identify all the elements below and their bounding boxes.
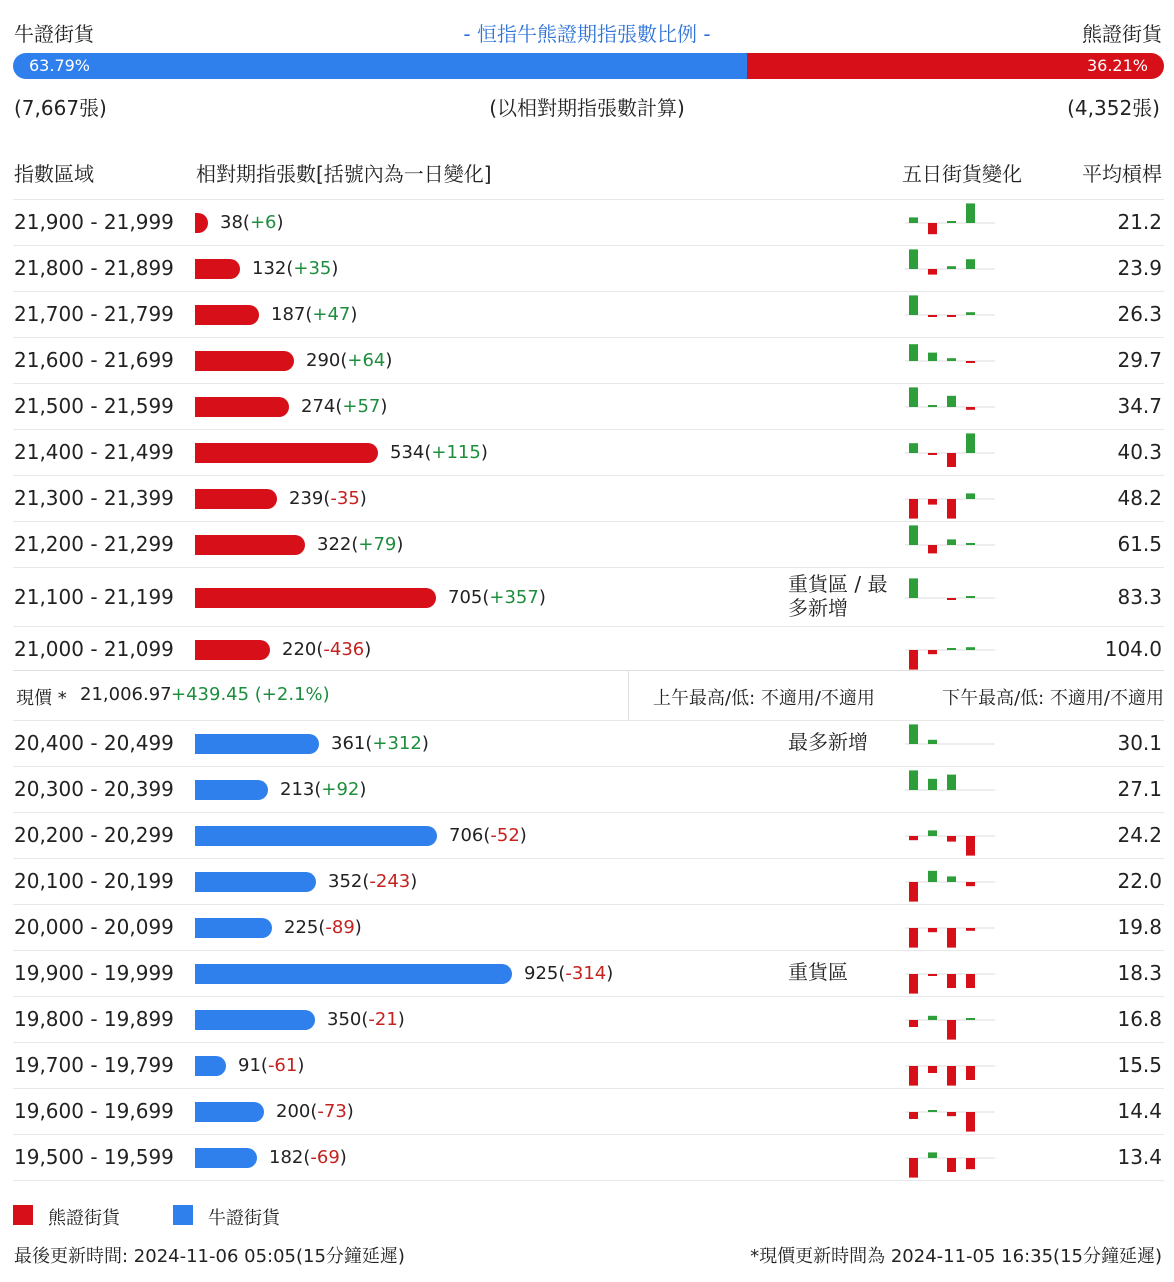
bull-contracts-bar bbox=[195, 1056, 226, 1076]
contracts-value: 925(-314) bbox=[524, 963, 614, 984]
average-leverage: 26.3 bbox=[1117, 302, 1162, 326]
table-row bbox=[13, 950, 1164, 997]
contracts-change: -89 bbox=[325, 917, 355, 938]
table-row bbox=[13, 475, 1164, 522]
sparkline-bar bbox=[909, 525, 918, 545]
five-day-sparkline bbox=[905, 479, 995, 519]
bear-contracts-bar bbox=[195, 305, 259, 325]
bull-contracts-bar bbox=[195, 780, 268, 800]
sparkline-bar bbox=[928, 1016, 937, 1020]
five-day-sparkline bbox=[905, 203, 995, 243]
sparkline-bar bbox=[909, 1066, 918, 1086]
contracts-value: 352(-243) bbox=[328, 871, 418, 892]
sparkline-bar bbox=[947, 315, 956, 317]
contracts-count: 705 bbox=[448, 587, 483, 608]
average-leverage: 22.0 bbox=[1117, 869, 1162, 893]
index-range: 21,100 - 21,199 bbox=[14, 585, 174, 609]
sparkline-bar bbox=[947, 221, 956, 223]
index-range: 20,000 - 20,099 bbox=[14, 915, 174, 939]
index-range: 19,700 - 19,799 bbox=[14, 1053, 174, 1077]
zone-note: 重貨區 bbox=[788, 960, 848, 984]
sparkline-bar bbox=[966, 259, 975, 269]
bull-count: (7,667張) bbox=[14, 96, 107, 120]
contracts-count: 352 bbox=[328, 871, 363, 892]
sparkline-bar bbox=[947, 266, 956, 269]
sparkline-bar bbox=[928, 223, 937, 234]
average-leverage: 14.4 bbox=[1117, 1099, 1162, 1123]
table-row bbox=[13, 567, 1164, 627]
contracts-count: 706 bbox=[449, 825, 484, 846]
index-range: 21,500 - 21,599 bbox=[14, 394, 174, 418]
contracts-value: 220(-436) bbox=[282, 639, 372, 660]
average-leverage: 27.1 bbox=[1117, 777, 1162, 801]
table-row bbox=[13, 626, 1164, 672]
five-day-sparkline bbox=[905, 630, 995, 670]
contracts-value: 182(-69) bbox=[269, 1147, 347, 1168]
index-range: 19,900 - 19,999 bbox=[14, 961, 174, 985]
sparkline-bar bbox=[909, 770, 918, 790]
sparkline-bar bbox=[947, 1158, 956, 1172]
contracts-count: 200 bbox=[276, 1101, 311, 1122]
last-updated: 最後更新時間: 2024-11-06 05:05(15分鐘延遲) bbox=[14, 1246, 405, 1267]
sparkline-bar bbox=[947, 974, 956, 988]
sparkline-bar bbox=[909, 578, 918, 598]
table-row bbox=[13, 245, 1164, 292]
contracts-change: +115 bbox=[431, 442, 481, 463]
sparkline-bar bbox=[966, 1112, 975, 1132]
index-range: 21,300 - 21,399 bbox=[14, 486, 174, 510]
contracts-change: -243 bbox=[369, 871, 411, 892]
contracts-count: 182 bbox=[269, 1147, 304, 1168]
contracts-value: 38(+6) bbox=[220, 212, 284, 233]
sparkline-bar bbox=[966, 1066, 975, 1080]
contracts-value: 705(+357) bbox=[448, 587, 546, 608]
average-leverage: 48.2 bbox=[1117, 486, 1162, 510]
average-leverage: 15.5 bbox=[1117, 1053, 1162, 1077]
five-day-sparkline bbox=[905, 387, 995, 427]
contracts-count: 91 bbox=[238, 1055, 261, 1076]
five-day-sparkline bbox=[905, 1046, 995, 1086]
bull-header-label: 牛證街貨 bbox=[14, 22, 94, 46]
table-row bbox=[13, 291, 1164, 338]
sparkline-bar bbox=[909, 974, 918, 994]
index-range: 21,200 - 21,299 bbox=[14, 532, 174, 556]
sparkline-bar bbox=[909, 836, 918, 840]
sparkline-bar bbox=[928, 1152, 937, 1158]
sparkline-bar bbox=[909, 387, 918, 407]
contracts-change: -436 bbox=[323, 639, 365, 660]
five-day-sparkline bbox=[905, 770, 995, 810]
average-leverage: 18.3 bbox=[1117, 961, 1162, 985]
five-day-sparkline bbox=[905, 816, 995, 856]
average-leverage: 40.3 bbox=[1117, 440, 1162, 464]
average-leverage: 104.0 bbox=[1104, 637, 1162, 661]
price-change: +439.45 (+2.1%) bbox=[171, 684, 330, 705]
column-header-five-day: 五日街貨變化 bbox=[902, 162, 1022, 186]
sparkline-bar bbox=[966, 836, 975, 856]
page-title: - 恒指牛熊證期指張數比例 - bbox=[463, 22, 711, 46]
contracts-change: -52 bbox=[490, 825, 520, 846]
table-row bbox=[13, 1134, 1164, 1181]
contracts-change: +57 bbox=[342, 396, 381, 417]
bear-count: (4,352張) bbox=[1067, 96, 1160, 120]
five-day-sparkline bbox=[905, 862, 995, 902]
sparkline-bar bbox=[966, 928, 975, 931]
bull-contracts-bar bbox=[195, 734, 319, 754]
bull-bear-ratio-bar bbox=[13, 53, 1164, 79]
average-leverage: 30.1 bbox=[1117, 731, 1162, 755]
sparkline-bar bbox=[966, 596, 975, 598]
price-divider bbox=[628, 671, 629, 721]
contracts-count: 534 bbox=[390, 442, 425, 463]
column-header-range: 指數區域 bbox=[14, 162, 94, 186]
table-row bbox=[13, 904, 1164, 951]
index-range: 21,700 - 21,799 bbox=[14, 302, 174, 326]
sparkline-bar bbox=[947, 598, 956, 600]
contracts-value: 132(+35) bbox=[252, 258, 339, 279]
index-range: 19,600 - 19,699 bbox=[14, 1099, 174, 1123]
contracts-change: -314 bbox=[565, 963, 607, 984]
contracts-change: +312 bbox=[372, 733, 422, 754]
bull-contracts-bar bbox=[195, 872, 316, 892]
sparkline-bar bbox=[928, 871, 937, 882]
sparkline-bar bbox=[966, 203, 975, 223]
table-row bbox=[13, 383, 1164, 430]
contracts-value: 225(-89) bbox=[284, 917, 362, 938]
index-range: 21,600 - 21,699 bbox=[14, 348, 174, 372]
sparkline-bar bbox=[928, 405, 937, 407]
average-leverage: 29.7 bbox=[1117, 348, 1162, 372]
bull-ratio-segment: 63.79% bbox=[13, 53, 747, 79]
sparkline-bar bbox=[966, 1158, 975, 1169]
sparkline-bar bbox=[909, 650, 918, 670]
contracts-count: 350 bbox=[327, 1009, 362, 1030]
price-updated: *現價更新時間為 2024-11-05 16:35(15分鐘延遲) bbox=[750, 1246, 1162, 1267]
sparkline-bar bbox=[966, 407, 975, 410]
sparkline-bar bbox=[909, 499, 918, 519]
average-leverage: 34.7 bbox=[1117, 394, 1162, 418]
contracts-value: 213(+92) bbox=[280, 779, 367, 800]
sparkline-bar bbox=[947, 499, 956, 519]
contracts-change: -35 bbox=[330, 488, 360, 509]
sparkline-bar bbox=[909, 344, 918, 361]
sparkline-bar bbox=[928, 1110, 937, 1112]
five-day-sparkline bbox=[905, 578, 995, 618]
five-day-sparkline bbox=[905, 1092, 995, 1132]
bear-header-label: 熊證街貨 bbox=[1082, 22, 1162, 46]
bull-contracts-bar bbox=[195, 964, 512, 984]
contracts-value: 706(-52) bbox=[449, 825, 527, 846]
bull-contracts-bar bbox=[195, 1148, 257, 1168]
sparkline-bar bbox=[928, 315, 937, 317]
average-leverage: 24.2 bbox=[1117, 823, 1162, 847]
sparkline-bar bbox=[909, 249, 918, 269]
zone-note: 最多新增 bbox=[788, 730, 868, 754]
pm-high-low: 下午最高/低: 不適用/不適用 bbox=[942, 688, 1164, 709]
am-high-low: 上午最高/低: 不適用/不適用 bbox=[653, 688, 875, 709]
bull-legend-label: 牛證街貨 bbox=[208, 1208, 280, 1229]
five-day-sparkline bbox=[905, 908, 995, 948]
average-leverage: 13.4 bbox=[1117, 1145, 1162, 1169]
sparkline-bar bbox=[947, 539, 956, 545]
sparkline-bar bbox=[928, 545, 937, 553]
contracts-value: 91(-61) bbox=[238, 1055, 305, 1076]
contracts-count: 274 bbox=[301, 396, 336, 417]
index-range: 19,800 - 19,899 bbox=[14, 1007, 174, 1031]
five-day-sparkline bbox=[905, 1000, 995, 1040]
contracts-count: 925 bbox=[524, 963, 559, 984]
five-day-sparkline bbox=[905, 433, 995, 473]
table-row bbox=[13, 858, 1164, 905]
sparkline-bar bbox=[909, 1112, 918, 1119]
bear-contracts-bar bbox=[195, 588, 436, 608]
sparkline-bar bbox=[928, 830, 937, 836]
basis-note: (以相對期指張數計算) bbox=[489, 96, 685, 120]
sparkline-bar bbox=[966, 543, 975, 545]
price-value: 21,006.97 bbox=[80, 684, 172, 705]
sparkline-bar bbox=[966, 1018, 975, 1020]
table-row bbox=[13, 766, 1164, 813]
sparkline-bar bbox=[909, 724, 918, 744]
bull-legend-swatch bbox=[173, 1205, 193, 1225]
contracts-count: 187 bbox=[271, 304, 306, 325]
average-leverage: 61.5 bbox=[1117, 532, 1162, 556]
sparkline-bar bbox=[947, 1066, 956, 1086]
table-bottom-border bbox=[13, 1180, 1164, 1181]
contracts-count: 132 bbox=[252, 258, 287, 279]
column-header-leverage: 平均槓桿 bbox=[1082, 162, 1162, 186]
sparkline-bar bbox=[947, 928, 956, 948]
contracts-value: 200(-73) bbox=[276, 1101, 354, 1122]
contracts-count: 290 bbox=[306, 350, 341, 371]
sparkline-bar bbox=[928, 353, 937, 361]
index-range: 21,000 - 21,099 bbox=[14, 637, 174, 661]
contracts-change: +357 bbox=[489, 587, 539, 608]
contracts-count: 220 bbox=[282, 639, 317, 660]
contracts-change: -73 bbox=[317, 1101, 347, 1122]
sparkline-bar bbox=[966, 493, 975, 499]
current-price-row bbox=[13, 670, 1164, 721]
sparkline-bar bbox=[947, 453, 956, 467]
sparkline-bar bbox=[966, 974, 975, 988]
sparkline-bar bbox=[966, 433, 975, 453]
contracts-value: 290(+64) bbox=[306, 350, 393, 371]
column-header-contracts: 相對期指張數[括號內為一日變化] bbox=[196, 162, 492, 186]
sparkline-bar bbox=[928, 974, 937, 976]
sparkline-bar bbox=[928, 928, 937, 932]
sparkline-bar bbox=[947, 876, 956, 882]
table-row bbox=[13, 720, 1164, 767]
price-label: 現價 * bbox=[16, 688, 67, 709]
five-day-sparkline bbox=[905, 525, 995, 565]
contracts-count: 213 bbox=[280, 779, 315, 800]
bear-contracts-bar bbox=[195, 489, 277, 509]
sparkline-bar bbox=[909, 295, 918, 315]
table-row bbox=[13, 199, 1164, 246]
index-range: 19,500 - 19,599 bbox=[14, 1145, 174, 1169]
sparkline-bar bbox=[947, 1112, 956, 1116]
sparkline-bar bbox=[966, 647, 975, 650]
sparkline-bar bbox=[909, 928, 918, 948]
average-leverage: 21.2 bbox=[1117, 210, 1162, 234]
sparkline-bar bbox=[966, 312, 975, 315]
bear-legend-swatch bbox=[13, 1205, 33, 1225]
sparkline-bar bbox=[909, 443, 918, 453]
sparkline-bar bbox=[928, 1066, 937, 1073]
sparkline-bar bbox=[928, 499, 937, 505]
average-leverage: 16.8 bbox=[1117, 1007, 1162, 1031]
sparkline-bar bbox=[947, 775, 956, 790]
sparkline-bar bbox=[909, 882, 918, 902]
index-range: 20,400 - 20,499 bbox=[14, 731, 174, 755]
five-day-sparkline bbox=[905, 341, 995, 381]
average-leverage: 23.9 bbox=[1117, 256, 1162, 280]
index-range: 21,900 - 21,999 bbox=[14, 210, 174, 234]
bear-contracts-bar bbox=[195, 640, 270, 660]
table-row bbox=[13, 521, 1164, 568]
contracts-value: 187(+47) bbox=[271, 304, 358, 325]
sparkline-bar bbox=[947, 836, 956, 842]
index-range: 21,800 - 21,899 bbox=[14, 256, 174, 280]
bull-contracts-bar bbox=[195, 918, 272, 938]
bull-contracts-bar bbox=[195, 1010, 315, 1030]
table-row bbox=[13, 337, 1164, 384]
sparkline-bar bbox=[928, 453, 937, 455]
contracts-count: 322 bbox=[317, 534, 352, 555]
five-day-sparkline bbox=[905, 954, 995, 994]
contracts-value: 274(+57) bbox=[301, 396, 388, 417]
contracts-change: +64 bbox=[347, 350, 386, 371]
sparkline-bar bbox=[928, 269, 937, 275]
five-day-sparkline bbox=[905, 1138, 995, 1178]
contracts-change: +6 bbox=[249, 212, 277, 233]
contracts-count: 239 bbox=[289, 488, 324, 509]
sparkline-bar bbox=[966, 361, 975, 363]
bear-contracts-bar bbox=[195, 535, 305, 555]
contracts-change: +47 bbox=[312, 304, 351, 325]
bear-ratio-segment: 36.21% bbox=[747, 53, 1164, 79]
average-leverage: 83.3 bbox=[1117, 585, 1162, 609]
contracts-value: 361(+312) bbox=[331, 733, 429, 754]
table-row bbox=[13, 812, 1164, 859]
bear-contracts-bar bbox=[195, 351, 294, 371]
contracts-count: 361 bbox=[331, 733, 366, 754]
sparkline-bar bbox=[928, 740, 937, 744]
table-row bbox=[13, 1088, 1164, 1135]
sparkline-bar bbox=[947, 358, 956, 361]
average-leverage: 19.8 bbox=[1117, 915, 1162, 939]
index-range: 20,100 - 20,199 bbox=[14, 869, 174, 893]
contracts-change: -61 bbox=[267, 1055, 298, 1076]
bull-contracts-bar bbox=[195, 826, 437, 846]
contracts-value: 534(+115) bbox=[390, 442, 488, 463]
bear-contracts-bar bbox=[195, 443, 378, 463]
five-day-sparkline bbox=[905, 295, 995, 335]
index-range: 20,300 - 20,399 bbox=[14, 777, 174, 801]
table-row bbox=[13, 996, 1164, 1043]
contracts-change: +35 bbox=[293, 258, 332, 279]
bull-contracts-bar bbox=[195, 1102, 264, 1122]
contracts-count: 225 bbox=[284, 917, 319, 938]
sparkline-bar bbox=[947, 648, 956, 650]
contracts-change: +92 bbox=[321, 779, 360, 800]
zone-note: 重貨區 / 最多新增 bbox=[788, 572, 888, 620]
table-row bbox=[13, 429, 1164, 476]
table-row bbox=[13, 1042, 1164, 1089]
contracts-value: 239(-35) bbox=[289, 488, 367, 509]
sparkline-bar bbox=[947, 396, 956, 407]
sparkline-bar bbox=[909, 1020, 918, 1027]
contracts-change: -21 bbox=[368, 1009, 398, 1030]
contracts-value: 322(+79) bbox=[317, 534, 404, 555]
five-day-sparkline bbox=[905, 249, 995, 289]
bear-contracts-bar bbox=[195, 259, 240, 279]
five-day-sparkline bbox=[905, 724, 995, 764]
bear-legend-label: 熊證街貨 bbox=[48, 1208, 120, 1229]
sparkline-bar bbox=[947, 1020, 956, 1040]
contracts-count: 38 bbox=[220, 212, 243, 233]
contracts-change: +79 bbox=[358, 534, 397, 555]
sparkline-bar bbox=[909, 1158, 918, 1178]
bear-contracts-bar bbox=[195, 397, 289, 417]
contracts-change: -69 bbox=[310, 1147, 340, 1168]
contracts-value: 350(-21) bbox=[327, 1009, 405, 1030]
sparkline-bar bbox=[928, 779, 937, 790]
sparkline-bar bbox=[966, 882, 975, 886]
index-range: 21,400 - 21,499 bbox=[14, 440, 174, 464]
index-range: 20,200 - 20,299 bbox=[14, 823, 174, 847]
sparkline-bar bbox=[928, 650, 937, 654]
bear-contracts-bar bbox=[195, 213, 208, 233]
sparkline-bar bbox=[909, 217, 918, 223]
